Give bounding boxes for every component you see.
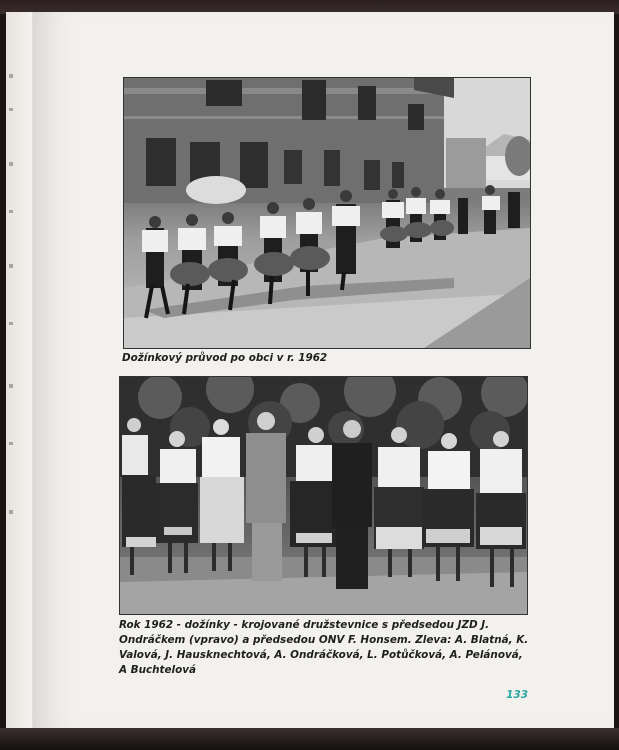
edge-mark: [9, 384, 13, 388]
photo-caption: Dožínkový průvod po obci v r. 1962: [122, 352, 328, 364]
edge-mark: [9, 510, 13, 514]
edge-mark: [9, 322, 13, 325]
book-page: [6, 12, 614, 728]
book-cover-bottom: [0, 728, 619, 750]
group-photo-icon: [120, 377, 527, 614]
edge-mark: [9, 442, 13, 445]
edge-mark: [9, 162, 13, 166]
edge-mark: [9, 264, 13, 268]
photo-caption: Rok 1962 - dožínky - krojované družstevnice s předsedou JZD J. Ondráčkem (vpravo) a předsedou ONV F. Honsem. Zleva: A. Blatná, K. Valová, J. Hausknechtová, A. Ondráčková, L. Potůčková, A. Pelánová, A Buchtelová: [119, 619, 529, 676]
group-photo: [119, 376, 528, 615]
edge-mark: [9, 74, 13, 78]
edge-mark: [9, 108, 13, 111]
procession-photo-icon: [124, 78, 530, 348]
page-edge: [6, 12, 33, 728]
page-number: 133: [506, 689, 528, 701]
procession-photo: [123, 77, 531, 349]
edge-mark: [9, 210, 13, 213]
